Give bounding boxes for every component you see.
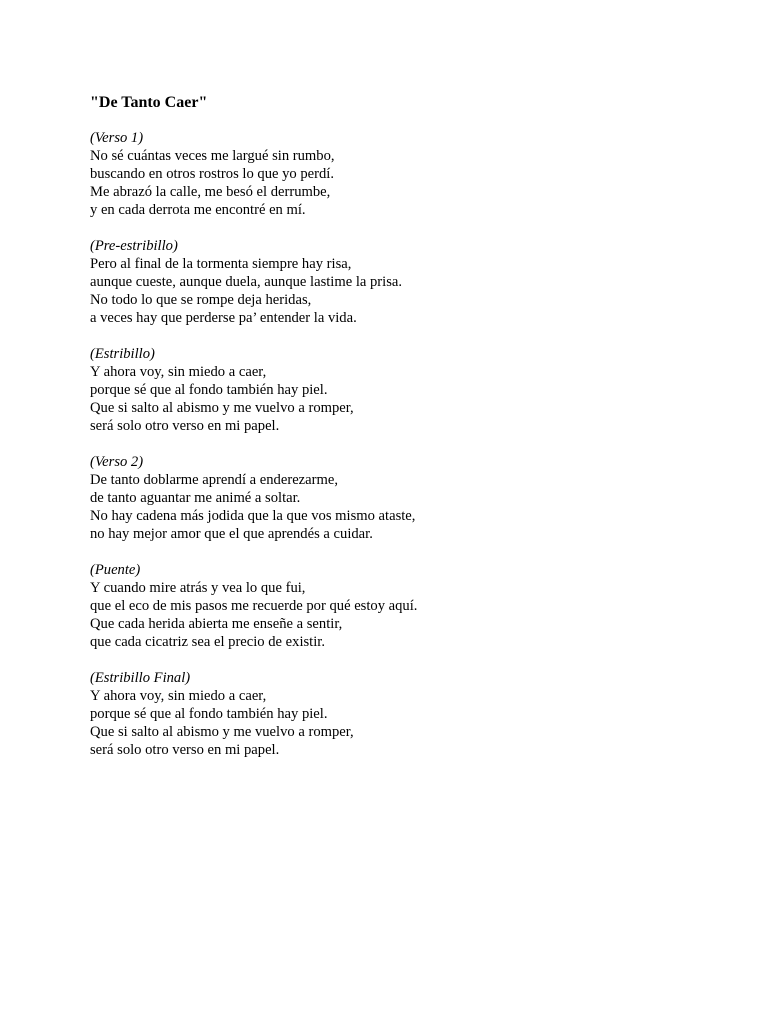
lyric-line: será solo otro verso en mi papel. bbox=[90, 742, 280, 758]
lyric-line: Y ahora voy, sin miedo a caer, bbox=[90, 688, 267, 704]
lyric-line: Y cuando mire atrás y vea lo que fui, bbox=[90, 580, 306, 596]
song-title: "De Tanto Caer" bbox=[90, 94, 208, 111]
section-label: (Estribillo Final) bbox=[90, 670, 191, 686]
lyric-line: No hay cadena más jodida que la que vos mismo ataste, bbox=[90, 508, 416, 524]
lyric-line: Y ahora voy, sin miedo a caer, bbox=[90, 364, 267, 380]
document-page bbox=[90, 93, 710, 777]
section-estribillo bbox=[90, 345, 710, 435]
section-lines bbox=[90, 471, 710, 543]
section-verso-1 bbox=[90, 129, 710, 219]
lyric-line: y en cada derrota me encontré en mí. bbox=[90, 202, 306, 218]
lyric-line: aunque cueste, aunque duela, aunque lastime la prisa. bbox=[90, 274, 403, 290]
lyric-line: que el eco de mis pasos me recuerde por qué estoy aquí. bbox=[90, 598, 418, 614]
lyric-line: porque sé que al fondo también hay piel. bbox=[90, 706, 328, 722]
lyric-line: buscando en otros rostros lo que yo perdí. bbox=[90, 166, 334, 182]
section-label: (Pre-estribillo) bbox=[90, 238, 178, 254]
section-label: (Puente) bbox=[90, 562, 141, 578]
lyric-line: No sé cuántas veces me largué sin rumbo, bbox=[90, 148, 335, 164]
section-verso-2 bbox=[90, 453, 710, 543]
lyric-line: no hay mejor amor que el que aprendés a cuidar. bbox=[90, 526, 373, 542]
section-puente bbox=[90, 561, 710, 651]
lyric-line: Me abrazó la calle, me besó el derrumbe, bbox=[90, 184, 331, 200]
section-pre-estribillo bbox=[90, 237, 710, 327]
section-estribillo-final bbox=[90, 669, 710, 759]
lyric-line: De tanto doblarme aprendí a enderezarme, bbox=[90, 472, 338, 488]
lyric-line: que cada cicatriz sea el precio de existir. bbox=[90, 634, 325, 650]
section-label: (Estribillo) bbox=[90, 346, 155, 362]
lyric-line: Pero al final de la tormenta siempre hay risa, bbox=[90, 256, 352, 272]
section-label: (Verso 1) bbox=[90, 130, 144, 146]
section-lines bbox=[90, 579, 710, 651]
lyric-line: Que si salto al abismo y me vuelvo a romper, bbox=[90, 724, 354, 740]
lyric-line: No todo lo que se rompe deja heridas, bbox=[90, 292, 312, 308]
lyric-line: a veces hay que perderse pa’ entender la vida. bbox=[90, 310, 357, 326]
section-lines bbox=[90, 363, 710, 435]
section-lines bbox=[90, 255, 710, 327]
section-lines bbox=[90, 147, 710, 219]
lyric-line: Que cada herida abierta me enseñe a sentir, bbox=[90, 616, 343, 632]
lyric-line: será solo otro verso en mi papel. bbox=[90, 418, 280, 434]
section-lines bbox=[90, 687, 710, 759]
lyric-line: porque sé que al fondo también hay piel. bbox=[90, 382, 328, 398]
lyric-line: de tanto aguantar me animé a soltar. bbox=[90, 490, 301, 506]
lyric-line: Que si salto al abismo y me vuelvo a romper, bbox=[90, 400, 354, 416]
section-label: (Verso 2) bbox=[90, 454, 144, 470]
